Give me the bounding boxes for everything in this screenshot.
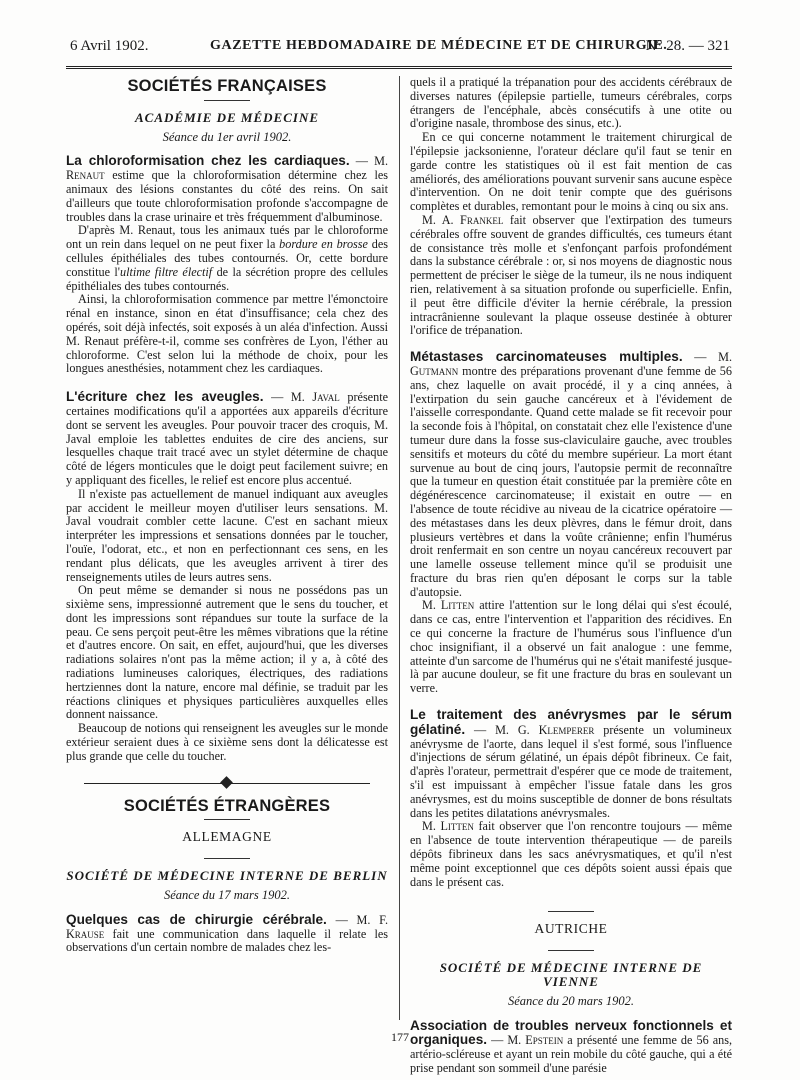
article-title: Métastases carcinomateuses multiples.	[410, 349, 683, 365]
section-title-french: SOCIÉTÉS FRANÇAISES	[127, 77, 327, 95]
short-rule	[204, 100, 250, 101]
article-title: L'écriture chez les aveugles.	[66, 389, 264, 405]
article-title: Quelques cas de chirurgie cérébrale.	[66, 911, 327, 927]
society-vienne: SOCIÉTÉ DE MÉDECINE INTERNE DE VIENNE	[439, 960, 703, 990]
ornament-divider	[66, 776, 388, 790]
paragraph: En ce qui concerne notamment le traitement chirurgical de l'épilepsie jacksonienne, l'orateur déclare qu'il faut se tenir en garde contre les statistiques où il est fait mention de cas améliorés, des améliorations pouvant survenir sans aucune espèce d'intervention. On ne doit tenir compte que des guérisons complètes et durables, remontant pour le moins à cinq ou six ans.	[410, 130, 732, 214]
paragraph: Il n'existe pas actuellement de manuel indiquant aux aveugles par accident le meilleur moyen d'utiliser leurs sensations. M. Javal voudrait combler cette lacune. C'est en sachant mieux interpréter les impressions et sensations données par le toucher, l'ouïe, l'odorat, etc., et non en perfectionnant ces sens, en les rendant plus délicats, que les aveugles arrivent à tirer des renseignements utiles de leurs autres sens.	[66, 486, 388, 584]
journal-title: GAZETTE HEBDOMADAIRE DE MÉDECINE ET DE CHIRURGIE.	[210, 38, 668, 53]
author-name: M. Epstein	[507, 1033, 564, 1048]
short-rule	[204, 819, 250, 820]
short-rule	[548, 950, 594, 951]
paragraph: M. A. Frankel fait observer que l'extirpation des tumeurs cérébrales offre souvent de grandes difficultés, ces tumeurs étant de consistance très molle et s'enfonçant parfois profondément dans la substance cérébrale : or, si nos moyens de diagnostic nous permettent de préciser le siège de la tumeur, ils ne nous indiquent rien, relativement à sa situation profonde ou superficielle. Enfin, il peut être difficile d'éviter la hernie cérébrale, la pression intracrânienne soulevant la plaque osseuse destinée à obturer l'orifice de trépanation.	[410, 212, 732, 338]
section-title-foreign: SOCIÉTÉS ÉTRANGÈRES	[123, 796, 331, 815]
article-ecriture-aveugles: L'écriture chez les aveugles. — M. Javal présente certaines modifications qu'il a apportées aux appareils d'écriture dont se servent les aveugles. Pour pouvoir tracer des croquis, M. Javal emploie les tablettes enduites de cire des anciens, sur lesquelles chaque trait tracé avec un stylet détermine de chaque côté de légers monticules que le doigt peut facilement suivre; en y appliquant des ficelles, le relief est encore plus accentué. Il n'existe pas actuellement de manuel indiquant aux aveugles par accident le meilleur moyen d'utiliser leurs sensations. M. Javal voudrait combler cette lacune. C'est en sachant mieux interpréter les impressions et sensations données par le toucher, l'ouïe, l'odorat, etc., et non en perfectionnant ces sens, en les rendant plus délicats, que les aveugles arrivent à tirer des renseignements utiles de leurs autres sens. On peut même se demander si nous ne possédons pas un sixième sens, impressionné autrement que le sens du toucher, et dont les impressions sont répandues sur toute la surface de la peau. Ce sens perçoit peut-être les mêmes vibrations que la rétine et d'autres encore. On sait, en effet, aujourd'hui, que les diverses radiations solaires n'ont pas la même action; il y a, à côté des radiations lumineuses caloriques, électriques, des radiations hertziennes dont la nature, encore mal définie, se traduit par les réactions cliniques et physiques particulières auxquelles elles donnent naissance. Beaucoup de notions qui renseignent les aveugles sur le monde extérieur seraient dues à ce sixième sens dont la délicatesse est plus grande que celle du toucher.	[66, 389, 388, 763]
short-rule	[204, 858, 250, 859]
right-column	[410, 76, 732, 1076]
article-anevrysmes: Le traitement des anévrysmes par le sérum gélatiné. — M. G. Klemperer présente un volumineux anévrysme de l'aorte, dans lequel il s'est formé, sous l'influence d'injections de sérum gélatiné, un épais dépôt fibrineux. Ce fait, d'après l'orateur, permettrait d'espérer que ce mode de traitement, s'il est impuissant à empêcher l'issue fatale dans les gros anévrysmes, est du moins susceptible de donner de bons résultats dans les petites dilatations anévrysmales. M. Litten fait observer que l'on rencontre toujours — même en l'absence de toute intervention thérapeutique — de pareils dépôts fibrineux dans les sacs anévrysmatiques, et qu'il n'est même point exceptionnel que ces dépôts soient aussi épais que dans le présent cas.	[410, 707, 733, 889]
paragraph: M. Litten fait observer que l'on rencontre toujours — même en l'absence de toute intervention thérapeutique — de pareils dépôts fibrineux dans les sacs anévrysmatiques, et qu'il n'est même point exceptionnel que ces dépôts soient aussi épais que dans le présent cas.	[410, 819, 732, 889]
author-name: M. Javal	[290, 390, 340, 405]
society-berlin: SOCIÉTÉ DE MÉDECINE INTERNE DE BERLIN	[66, 868, 388, 884]
author-name: M. Litten	[422, 819, 474, 834]
header-date: 6 Avril 1902.	[70, 38, 149, 54]
author-name: M. G. Klemperer	[495, 722, 595, 737]
article-metastases: Métastases carcinomateuses multiples. — M. Gutmann montre des préparations provenant d'une femme de 56 ans, chez laquelle on avait procédé, il y a cinq années, à l'extirpation du sein gauche cancéreux et à l'évidement de l'aisselle correspondante. Quand cette malade se fit recevoir pour la seconde fois à l'hôpital, on constatait chez elle l'existence d'une tumeur dure dans la fosse sus-claviculaire gauche, avec troubles sensitifs et moteurs du côté du membre supérieur. La mort étant survenue au bout de cinq jours, l'autopsie permit de reconnaître que la tumeur en question était constituée par la première côte en dégénérescence carcinomateuse; il existait en outre — en l'absence de toute récidive au niveau de la cicatrice opératoire — des métastases dans les deux plèvres, dans le fémur droit, dans plusieurs vertèbres et dans la voûte crânienne; enfin l'humérus droit renfermait en son centre un noyau cancéreux recouvert par une lamelle osseuse tellement mince qu'il se produisit une fracture du bras rien qu'en déposant le corps sur la table d'autopsie. M. Litten attire l'attention sur le long délai qui s'est écoulé, dans ce cas, entre l'intervention et l'apparition des récidives. En ce qui concerne la fracture de l'humérus sous l'influence d'un choc insignifiant, il a observé un fait analogue : une femme, atteinte d'un sarcome de l'humérus qui ne s'était manifesté jusque-là par aucune douleur, se fit une fracture du bras en soulevant un verre.	[410, 349, 733, 696]
article-title: La chloroformisation chez les cardiaques.	[66, 153, 350, 169]
short-rule	[548, 911, 594, 912]
country-heading: ALLEMAGNE	[182, 829, 272, 845]
left-column	[66, 76, 388, 955]
paragraph: On peut même se demander si nous ne possédons pas un sixième sens, impressionné autrement que le sens du toucher, et dont les impressions sont répandues sur toute la surface de la peau. Ce sens perçoit peut-être les mêmes vibrations que la rétine et d'autres encore. On sait, en effet, aujourd'hui, que les diverses radiations solaires n'ont pas la même action; il y a, à côté des radiations lumineuses caloriques, électriques, des radiations hertziennes dont la nature, encore mal définie, se traduit par les réactions cliniques et physiques particulières auxquelles elles donnent naissance.	[66, 583, 388, 722]
article-chloroformisation: La chloroformisation chez les cardiaques. — M. Renaut estime que la chloroformisation détermine chez les animaux des lésions constantes du côté des reins. On sait d'ailleurs que toute chloroformisation profonde s'accompagne de troubles dans la crase urinaire et très fréquemment d'albuminose. D'après M. Renaut, tous les animaux tués par le chloroforme ont un rein dans lequel on ne peut fixer la bordure en brosse des cellules épithéliales des tubes contournés. Or, cette bordure constitue l'ultime filtre électif de la sécrétion propre des cellules épithéliales des tubes contournés. Ainsi, la chloroformisation commence par mettre l'émonctoire rénal en instance, sinon en état d'insuffisance; cela chez des opérés, soit déjà infectés, soit exposés à un aléa d'infection. Aussi M. Renaut préfère-t-il, comme ses confrères de Lyon, l'éther au chloroforme. C'est selon lui la méthode de choix, pour les longues anesthésies, notamment chez les cardiaques.	[66, 153, 389, 376]
author-name: M. A. Frankel	[422, 212, 504, 227]
paragraph: quels il a pratiqué la trépanation pour des accidents cérébraux de diverses natures (épilepsie partielle, tumeurs cérébrales, corps étrangers de l'encéphale, abcès consécutifs à une otite ou d'origine nasale, thrombose des sinus, etc.).	[410, 75, 732, 131]
seance-date: Séance du 20 mars 1902.	[507, 993, 635, 1008]
paragraph: Ainsi, la chloroformisation commence par mettre l'émonctoire rénal en instance, sinon en état d'insuffisance; cela chez des opérés, soit déjà infectés, soit exposés à un aléa d'infection. Aussi M. Renaut préfère-t-il, comme ses confrères de Lyon, l'éther au chloroforme. C'est selon lui la méthode de choix, pour les longues anesthésies, notamment chez les cardiaques.	[66, 292, 388, 376]
author-name: M. Litten	[422, 598, 475, 613]
paragraph: D'après M. Renaut, tous les animaux tués par le chloroforme ont un rein dans lequel on ne peut fixer la bordure en brosse des cellules épithéliales des tubes contournés. Or, cette bordure constitue l'ultime filtre électif de la sécrétion propre des cellules épithéliales des tubes contournés.	[66, 223, 388, 293]
article-chirurgie-cerebrale: Quelques cas de chirurgie cérébrale. — M. F. Krause fait une communication dans laquelle il relate les observations d'un certain nombre de malades chez les-	[66, 911, 389, 955]
seance-date: Séance du 17 mars 1902.	[163, 888, 291, 903]
author-name: M. Renaut	[66, 154, 389, 183]
paragraph: Beaucoup de notions qui renseignent les aveugles sur le monde extérieur seraient dues à ce sixième sens dont la délicatesse est plus grande que celle du toucher.	[66, 721, 388, 763]
society-academie: ACADÉMIE DE MÉDECINE	[135, 109, 319, 125]
article-title: Le traitement des anévrysmes par le sérum gélatiné.	[410, 707, 732, 737]
article-troubles-nerveux: Association de troubles nerveux fonctionnels et organiques. — M. Epstein a présenté une femme de 56 ans, artério-scléreuse et ayant un rein mobile du côté gauche, qui a été prise pendant son sommeil d'une parésie	[410, 1017, 733, 1075]
column-divider	[399, 76, 400, 1020]
author-name: M. Gutmann	[410, 350, 733, 378]
issue-page-number: N° 28. — 321	[645, 38, 730, 54]
author-name: M. F. Krause	[66, 912, 389, 941]
paragraph: M. Litten attire l'attention sur le long délai qui s'est écoulé, dans ce cas, entre l'intervention et l'apparition des récidives. En ce qui concerne la fracture de l'humérus sous l'influence d'un choc insignifiant, il a observé un fait analogue : une femme, atteinte d'un sarcome de l'humérus qui ne s'était manifesté jusque-là par aucune douleur, se fit une fracture du bras en soulevant un verre.	[410, 598, 732, 696]
article-title: Association de troubles nerveux fonctionnels et organiques.	[410, 1017, 732, 1048]
page-folio: 177	[391, 1030, 409, 1044]
header-rule	[66, 66, 732, 69]
country-heading: AUTRICHE	[534, 921, 608, 937]
running-head	[70, 38, 730, 58]
seance-date: Séance du 1er avril 1902.	[162, 129, 292, 144]
